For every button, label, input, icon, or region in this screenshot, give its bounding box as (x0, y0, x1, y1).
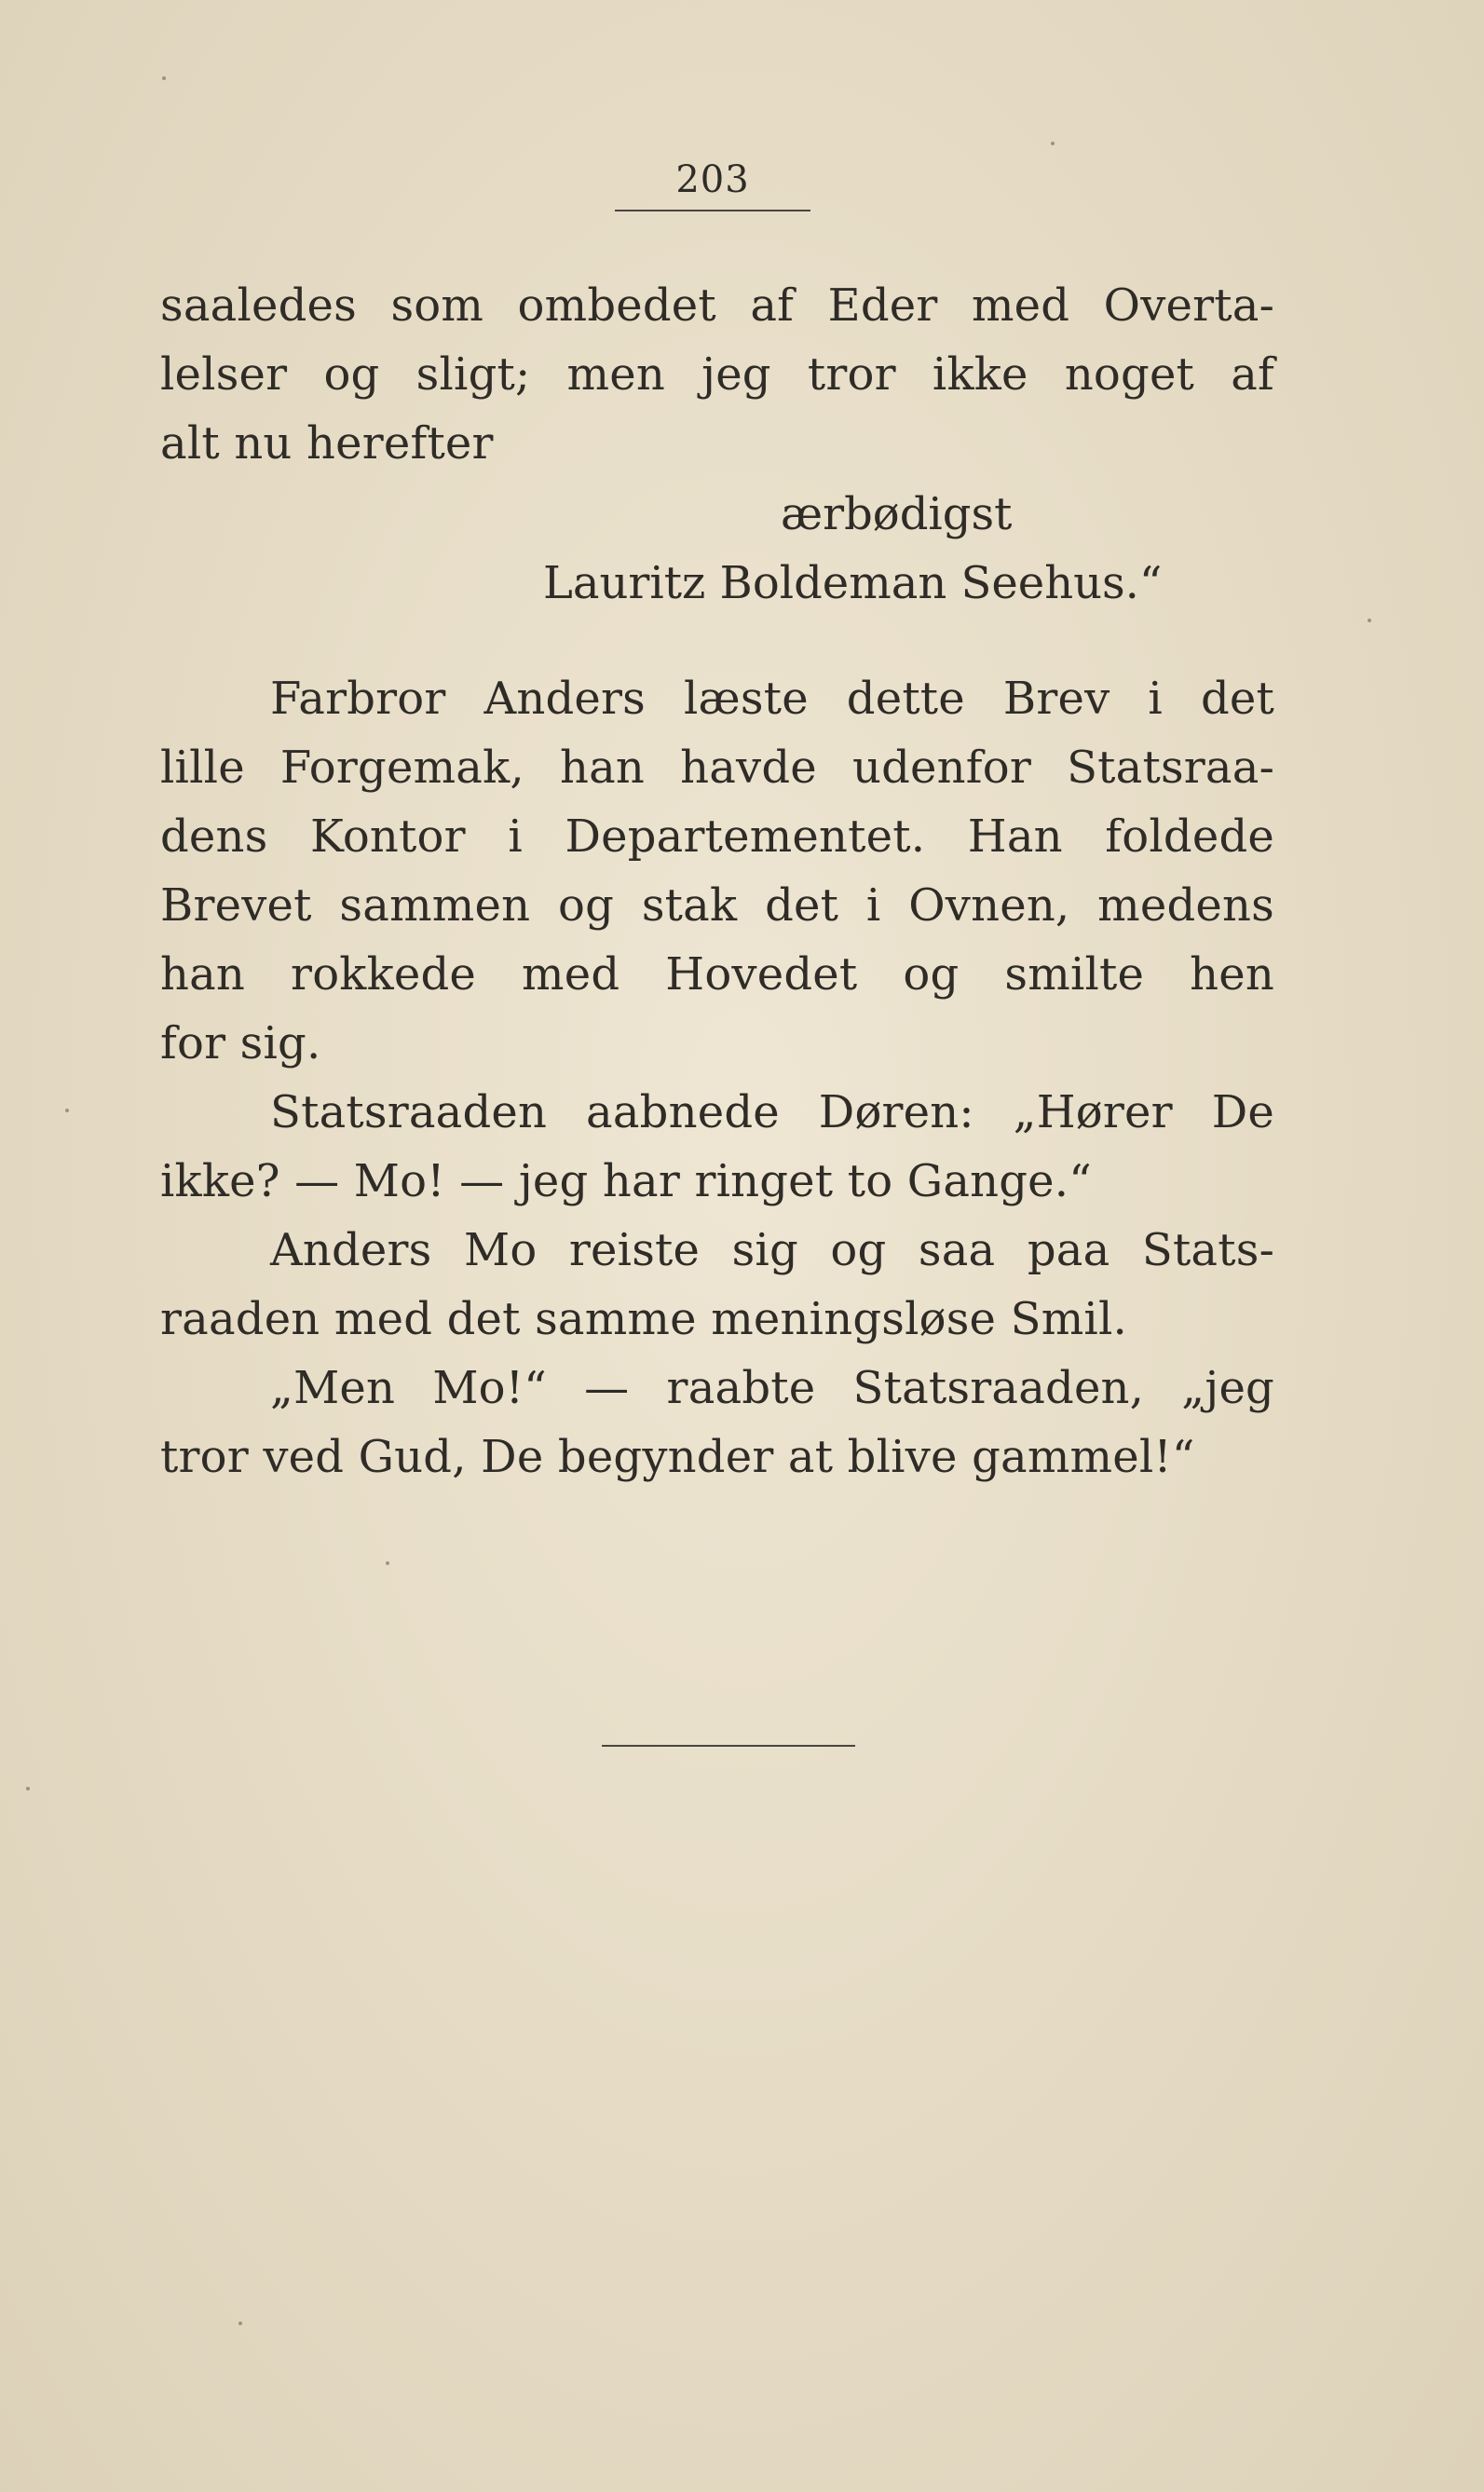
paragraph-line: tror ved Gud, De begynder at blive gammel!“ (160, 1431, 1195, 1483)
letter-closing: ærbødigst (781, 488, 1013, 540)
paper-speck (386, 1561, 389, 1565)
paper-speck (65, 1109, 69, 1112)
paragraph-line: Statsraaden aabnede Døren: „Hører De (270, 1086, 1274, 1138)
text-line: alt nu herefter (160, 417, 494, 470)
paragraph-line: Farbror Anders læste dette Brev i det (270, 673, 1274, 725)
paper-speck (1051, 142, 1055, 145)
text-line: lelser og sligt; men jeg tror ikke noget af (160, 348, 1274, 401)
paper-speck (1368, 619, 1371, 622)
paragraph-line: Anders Mo reiste sig og saa paa Stats- (270, 1224, 1274, 1276)
paragraph-line: raaden med det samme meningsløse Smil. (160, 1293, 1127, 1345)
paragraph-line: for sig. (160, 1017, 321, 1069)
paragraph-line: ikke? — Mo! — jeg har ringet to Gange.“ (160, 1155, 1092, 1207)
text-line: saaledes som ombedet af Eder med Overta- (160, 279, 1274, 332)
paragraph-line: „Men Mo!“ — raabte Statsraaden, „jeg (270, 1362, 1274, 1414)
letter-signature: Lauritz Boldeman Seehus.“ (543, 557, 1163, 609)
page-number: 203 (675, 158, 750, 201)
paragraph-line: lille Forgemak, han havde udenfor Statsraa- (160, 742, 1274, 794)
header-rule (615, 210, 810, 211)
paragraph-line: han rokkede med Hovedet og smilte hen (160, 948, 1274, 1001)
paper-speck (162, 76, 166, 80)
paragraph-line: Brevet sammen og stak det i Ovnen, medens (160, 879, 1274, 932)
paragraph-line: dens Kontor i Departementet. Han foldede (160, 810, 1274, 863)
paper-speck (26, 1787, 30, 1791)
end-rule (602, 1745, 855, 1747)
paper-speck (238, 2322, 242, 2325)
